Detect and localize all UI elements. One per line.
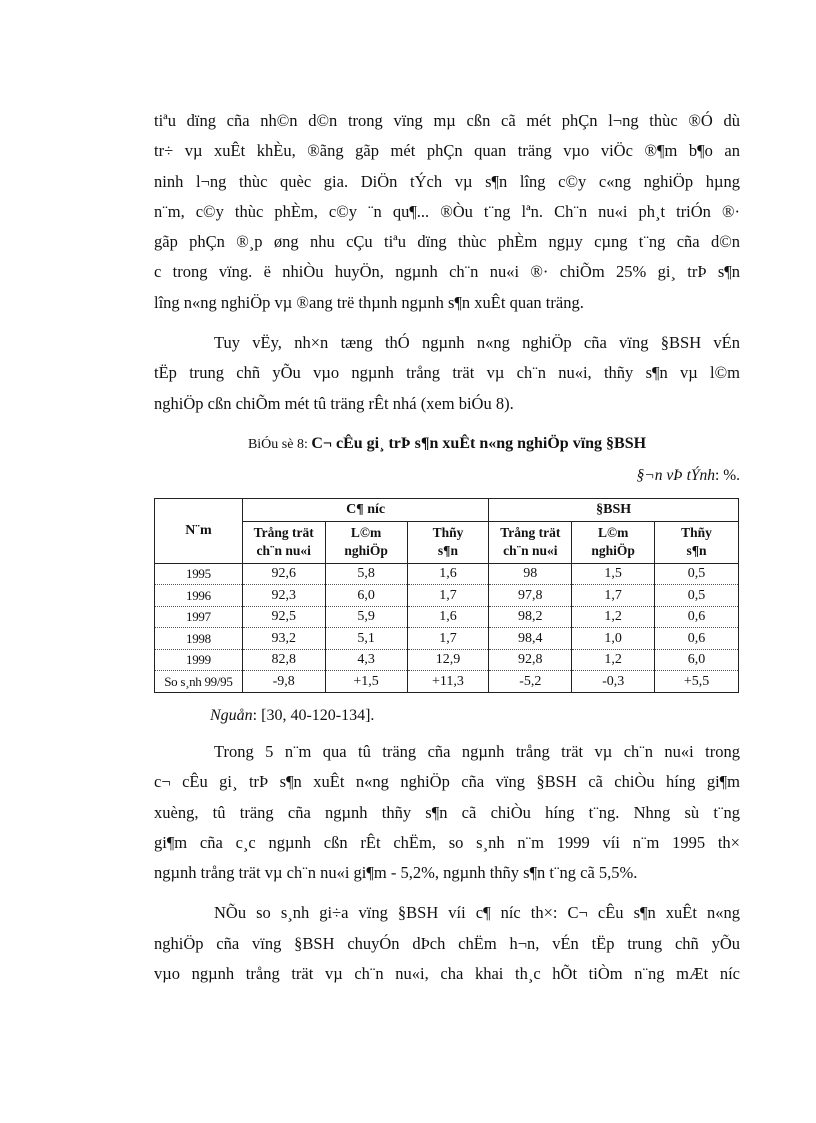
agriculture-structure-table — [154, 498, 739, 693]
table-cell: 4,3 — [325, 649, 407, 671]
paragraph-summary — [154, 328, 740, 419]
table-cell: 1,2 — [572, 606, 655, 628]
text-line: nghiÖp cña vïng §BSH chuyÓn dÞch chËm h¬n, vÉn tËp trung chñ yÕu — [154, 933, 740, 953]
column-header-line: Trång trät — [500, 525, 561, 541]
table-row — [155, 563, 739, 585]
table-cell: 92,8 — [489, 649, 572, 671]
paragraph-intro — [154, 106, 740, 318]
source-note — [210, 703, 740, 729]
table-cell: 93,2 — [242, 628, 325, 650]
table-cell: -9,8 — [242, 671, 325, 693]
column-header-line: s¶n — [686, 543, 707, 559]
text-line: tr÷ vµ xuÊt khÈu, ®ãng gãp mét phÇn quan träng vµo viÖc ®¶m b¶o an — [154, 141, 740, 161]
group-header-dbsh: §BSH — [489, 498, 739, 521]
column-header-line: ch¨n nu«i — [256, 543, 311, 559]
column-header-line: Thñy — [681, 525, 712, 541]
row-label: 1995 — [155, 563, 243, 585]
column-header-line: L©m — [350, 525, 382, 541]
row-label: 1998 — [155, 628, 243, 650]
table-cell: 92,6 — [242, 563, 325, 585]
table-cell: 5,1 — [325, 628, 407, 650]
row-label: So s¸nh 99/95 — [155, 671, 243, 693]
column-header — [489, 521, 572, 563]
text-line: Tuy vËy, nh×n tæng thÓ ngµnh n«ng nghiÖp cña vïng §BSH vÉn — [214, 333, 740, 353]
table-cell: 92,5 — [242, 606, 325, 628]
table-cell: +1,5 — [325, 671, 407, 693]
source-value: : [30, 40-120-134]. — [252, 706, 375, 724]
table-cell: 1,7 — [407, 585, 489, 607]
paragraph-comparison — [154, 898, 740, 989]
column-header-line: nghiÖp — [344, 543, 388, 559]
table-cell: 1,6 — [407, 563, 489, 585]
text-line: tËp trung chñ yÕu vµo ngµnh trång trät vµ ch¨n nu«i, thñy s¶n vµ l©m — [154, 363, 740, 383]
caption-lead: BiÓu sè 8: — [247, 436, 312, 452]
column-header-line: s¶n — [437, 543, 458, 559]
text-line: xuèng, tû träng cña ngµnh thñy s¶n cã chiÒu híng t¨ng. Nhng sù t¨ng — [154, 802, 740, 822]
column-header-line: Thñy — [432, 525, 464, 541]
text-line: ngµnh trång trät vµ ch¨n nu«i gi¶m - 5,2%, ngµnh thñy s¶n t¨ng cã 5,5%. — [154, 863, 638, 883]
table-row — [155, 628, 739, 650]
year-header: N¨m — [155, 498, 243, 563]
text-line: NÕu so s¸nh gi÷a vïng §BSH víi c¶ níc th×: C¬ cÊu s¶n xuÊt n«ng — [214, 903, 740, 923]
text-line: nghiÖp cßn chiÕm mét tû träng rÊt nhá (xem biÓu 8). — [154, 393, 514, 413]
row-label: 1996 — [155, 585, 243, 607]
column-header — [325, 521, 407, 563]
table-cell: 5,8 — [325, 563, 407, 585]
table-cell: 92,3 — [242, 585, 325, 607]
table-cell: 6,0 — [325, 585, 407, 607]
paragraph-trend — [154, 737, 740, 888]
table-cell: 1,6 — [407, 606, 489, 628]
table-cell: 0,6 — [655, 628, 739, 650]
unit-value: : %. — [715, 466, 740, 484]
column-header — [242, 521, 325, 563]
table-cell: 1,0 — [572, 628, 655, 650]
table-row — [155, 606, 739, 628]
unit-note — [154, 464, 740, 488]
text-line: c trong vïng. ë nhiÒu huyÖn, ngµnh ch¨n nu«i ®· chiÕm 25% gi¸ trÞ s¶n — [154, 262, 740, 282]
column-header — [407, 521, 489, 563]
column-header — [572, 521, 655, 563]
row-label: 1999 — [155, 649, 243, 671]
text-line: tiªu dïng cña nh©n d©n trong vïng mµ cßn cã mét phÇn l¬ng thùc ®Ó dù — [154, 111, 740, 130]
table-cell: -5,2 — [489, 671, 572, 693]
table-cell: 1,5 — [572, 563, 655, 585]
table-row — [155, 585, 739, 607]
table-cell: 0,5 — [655, 563, 739, 585]
text-line: n¨m, c©y thùc phÈm, c©y ¨n qu¶... ®Òu t¨ng lªn. Ch¨n nu«i ph¸t triÓn ®· — [154, 201, 740, 221]
table-cell: 0,6 — [655, 606, 739, 628]
column-header — [655, 521, 739, 563]
group-header-nationwide: C¶ níc — [242, 498, 489, 521]
column-header-line: nghiÖp — [591, 543, 635, 559]
text-line: gãp phÇn ®¸p øng nhu cÇu tiªu dïng thùc phÈm ngµy cµng t¨ng cña d©n — [154, 232, 740, 252]
table-cell: 1,2 — [572, 649, 655, 671]
table-cell: -0,3 — [572, 671, 655, 693]
table-cell: 12,9 — [407, 649, 489, 671]
table-cell: 0,5 — [655, 585, 739, 607]
table-row — [155, 649, 739, 671]
text-line: c¬ cÊu gi¸ trÞ s¶n xuÊt n«ng nghiÖp cña vïng §BSH cã chiÒu híng gi¶m — [154, 772, 740, 792]
column-header-line: Trång trät — [253, 525, 314, 541]
table-cell: 82,8 — [242, 649, 325, 671]
table-cell: +11,3 — [407, 671, 489, 693]
column-header-line: L©m — [597, 525, 629, 541]
row-label: 1997 — [155, 606, 243, 628]
table-cell: 97,8 — [489, 585, 572, 607]
table-cell: 98,2 — [489, 606, 572, 628]
text-line: vµo ngµnh trång trät vµ ch¨n nu«i, cha khai th¸c hÕt tiÒm n¨ng mÆt níc — [154, 964, 740, 984]
column-header-line: ch¨n nu«i — [503, 543, 558, 559]
source-label: Nguån — [210, 706, 253, 724]
text-line: lîng n«ng nghiÖp vµ ®ang trë thµnh ngµnh s¶n xuÊt quan träng. — [154, 292, 584, 312]
table-caption — [154, 433, 740, 456]
caption-title: C¬ cÊu gi¸ trÞ s¶n xuÊt n«ng nghiÖp vïng §BSH — [311, 434, 647, 452]
table-cell: +5,5 — [655, 671, 739, 693]
text-line: Trong 5 n¨m qua tû träng cña ngµnh trång trät vµ ch¨n nu«i trong — [214, 741, 740, 761]
document-page — [154, 106, 740, 989]
table-row — [155, 671, 739, 693]
unit-label: §¬n vÞ tÝnh — [636, 466, 716, 484]
text-line: gi¶m cña c¸c ngµnh cßn rÊt chËm, so s¸nh n¨m 1999 víi n¨m 1995 th× — [154, 832, 740, 852]
table-cell: 98,4 — [489, 628, 572, 650]
table-cell: 6,0 — [655, 649, 739, 671]
table-cell: 1,7 — [407, 628, 489, 650]
text-line: ninh l¬ng thùc quèc gia. DiÖn tÝch vµ s¶n lîng c©y c«ng nghiÖp hµng — [154, 171, 740, 191]
table-cell: 5,9 — [325, 606, 407, 628]
table-cell: 98 — [489, 563, 572, 585]
table-cell: 1,7 — [572, 585, 655, 607]
